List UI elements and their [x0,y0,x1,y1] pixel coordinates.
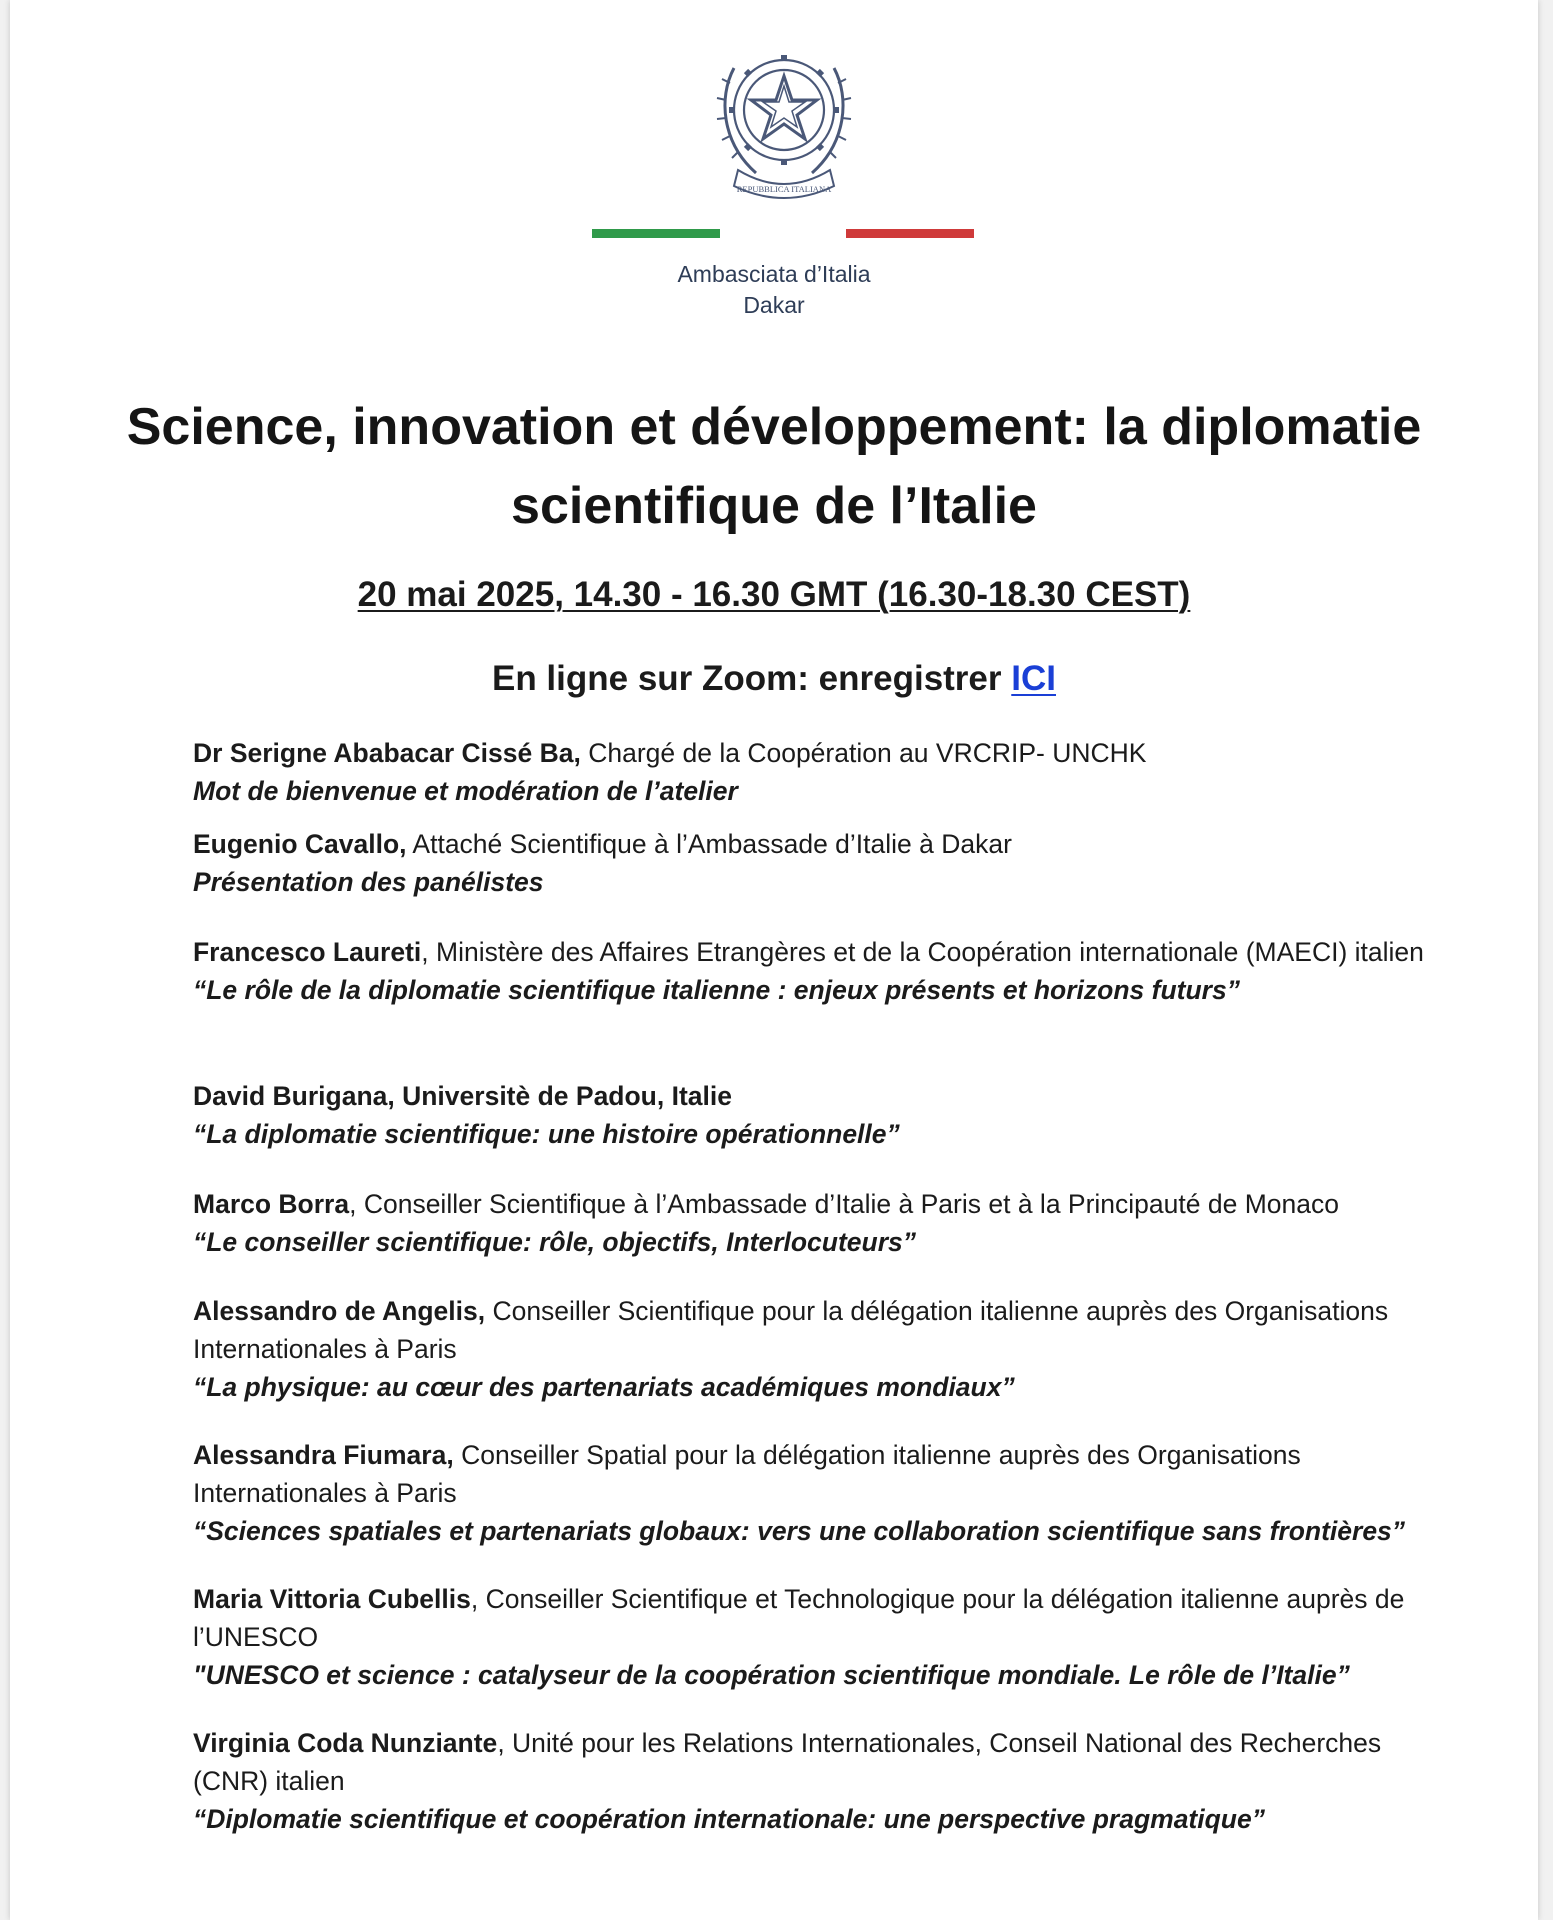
event-date: 20 mai 2025, 14.30 - 16.30 GMT (16.30-18.30 CEST) [357,575,1191,614]
speaker-item [193,1724,1463,1838]
speaker-talk: Mot de bienvenue et modération de l’atelier [193,776,738,806]
speaker-talk: “Diplomatie scientifique et coopération internationale: une perspective pragmatique” [193,1804,1265,1834]
speaker-item [193,734,1463,810]
speaker-role: , Conseiller Scientifique et Technologique pour la délégation italienne auprès de l’UNESCO [193,1584,1405,1652]
speaker-item [193,1436,1463,1550]
speaker-item [193,825,1463,901]
speaker-role: Attaché Scientifique à l’Ambassade d’Italie à Dakar [406,829,1012,859]
emblem-seal-text: REPUBBLICA ITALIANA [736,184,832,194]
speaker-name: Alessandra Fiumara, [193,1440,454,1470]
speaker-name: Alessandro de Angelis, [193,1296,486,1326]
speaker-item [193,1580,1463,1694]
speaker-role: Conseiller Spatial pour la délégation italienne auprès des Organisations Internationales à Paris [193,1440,1301,1508]
speaker-talk: “Sciences spatiales et partenariats globaux: vers une collaboration scientifique sans frontières” [193,1516,1406,1546]
speaker-role: Conseiller Scientifique pour la délégation italienne auprès des Organisations Internationales à Paris [193,1296,1389,1364]
speaker-name: David Burigana, Universitè de Padou, Italie [193,1081,732,1111]
speaker-talk: Présentation des panélistes [193,867,544,897]
speaker-role: , Unité pour les Relations Internationales, Conseil National des Recherches (CNR) italien [193,1728,1382,1796]
page-title: Science, innovation et développement: la diplomatie scientifique de l’Italie [126,398,1422,535]
speaker-role: , Ministère des Affaires Etrangères et de la Coopération internationale (MAECI) italien [421,937,1424,967]
speaker-name: Eugenio Cavallo, [193,829,407,859]
italian-republic-emblem-icon [716,38,866,204]
speaker-talk: “La diplomatie scientifique: une histoire opérationnelle” [193,1119,900,1149]
speaker-name: Virginia Coda Nunziante [193,1728,498,1758]
embassy-name: Ambasciata d’Italia [677,261,871,287]
speaker-name: Dr Serigne Ababacar Cissé Ba, [193,738,581,768]
speaker-name: Francesco Laureti [193,937,422,967]
zoom-registration [10,655,1538,703]
speaker-item [193,1185,1463,1261]
speaker-talk: “La physique: au cœur des partenariats académiques mondiaux” [193,1372,1015,1402]
speaker-talk: "UNESCO et science : catalyseur de la coopération scientifique mondiale. Le rôle de l’Italie” [193,1660,1350,1690]
zoom-register-link[interactable]: ICI [1011,659,1056,698]
speaker-talk: “Le rôle de la diplomatie scientifique italienne : enjeux présents et horizons futurs” [193,975,1240,1005]
flag-red-bar [846,229,974,238]
speaker-role: Chargé de la Coopération au VRCRIP- UNCHK [580,738,1147,768]
zoom-registration-label: En ligne sur Zoom: enregistrer [491,659,1002,698]
speaker-item [193,933,1463,1009]
speaker-role: , Conseiller Scientifique à l’Ambassade d’Italie à Paris et à la Principauté de Monaco [349,1189,1339,1219]
speaker-name: Marco Borra [193,1189,350,1219]
speaker-item [193,1292,1463,1406]
document-page [10,0,1538,1920]
embassy-city: Dakar [743,292,805,318]
speaker-item [193,1077,1463,1153]
flag-green-bar [592,229,720,238]
speaker-name: Maria Vittoria Cubellis [193,1584,471,1614]
speaker-talk: “Le conseiller scientifique: rôle, objectifs, Interlocuteurs” [193,1227,917,1257]
